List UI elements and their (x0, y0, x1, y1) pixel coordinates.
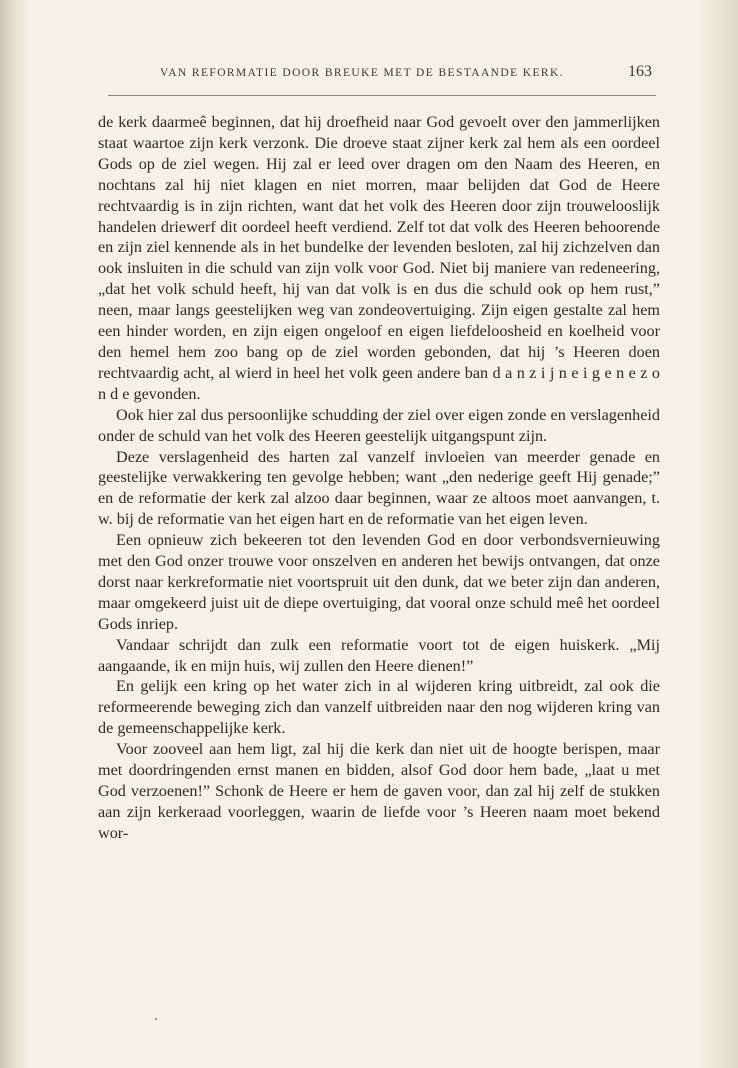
page-header (98, 58, 660, 98)
paragraph: Deze verslagenheid des harten zal vanzelf invloeien van meerder genade en geestelijke verwakkering ten gevolge hebben; want „den nederige geeft Hij genade;” en de reformatie der kerk zal alzoo daar beginnen, waar ze altoos moet aanvangen, t. w. bij de reformatie van het eigen hart en de reformatie van het eigen leven. (98, 447, 660, 529)
running-head: VAN REFORMATIE DOOR BREUKE MET DE BESTAANDE KERK. (160, 67, 564, 79)
page-gutter-shadow (0, 0, 30, 1068)
paragraph: Vandaar schrijdt dan zulk een reformatie voort tot de eigen huiskerk. „Mij aangaande, ik en mijn huis, wij zullen den Heere dienen!” (98, 635, 660, 675)
ink-speck (155, 1018, 157, 1020)
body-text (98, 112, 660, 844)
header-rule (108, 95, 656, 96)
page-number: 163 (628, 63, 652, 80)
paragraph: Een opnieuw zich bekeeren tot den levenden God en door verbondsvernieuwing met den God onzer trouwe voor onszelven en anderen het bewijs ontvangen, dat onze dorst naar kerkreformatie niet voortspruit uit den dunk, dat we beter zijn dan anderen, maar omgekeerd juist uit de diepe overtuiging, dat vooral onze schuld meê het oordeel Gods inriep. (98, 531, 660, 633)
page-edge-shadow (698, 0, 738, 1068)
paragraph: Ook hier zal dus persoonlijke schudding der ziel over eigen zonde en verslagenheid onder de schuld van het volk des Heeren geestelijk uitgangspunt zijn. (98, 405, 660, 445)
paragraph: En gelijk een kring op het water zich in al wijderen kring uitbreidt, zal ook die reformeerende beweging zich dan vanzelf uitbreiden naar den nog wijderen kring van de gemeenschappelijke kerk. (98, 677, 660, 738)
paragraph: de kerk daarmeê beginnen, dat hij droefheid naar God gevoelt over den jammerlijken staat waartoe zijn kerk verzonk. Die droeve staat zijner kerk zal hem als een oordeel Gods op de ziel wegen. Hij zal er leed over dragen om den Naam des Heeren, en nochtans zal hij niet klagen en niet morren, maar belijden dat God de Heere rechtvaardig is in zijn richten, want dat het volk des Heeren door zijn trouwelooslijk handelen driewerf dit oordeel heeft verdiend. Zelf tot dat volk des Heeren behoorende en zijn ziel kennende als in het bundelke der levenden besloten, zal hij zichzelven dan ook insluiten in die schuld van zijn volk voor God. Niet bij maniere van redeneering, „dat het volk schuld heeft, hij van dat volk is en dus die schuld ook op hem rust,” neen, maar langs geestelijken weg van zondeovertuiging. Zijn eigen gestalte zal hem een hinder worden, en zijn eigen ongeloof en eigen liefdeloosheid en koelheid voor den hemel hem zoo bang op de ziel worden gebonden, dat hij ’s Heeren doen rechtvaardig acht, al wierd in heel het volk geen andere ban d a n z i j n e i g e n e z o n d e gevonden. (98, 113, 660, 403)
paragraph: Voor zooveel aan hem ligt, zal hij die kerk dan niet uit de hoogte berispen, maar met doordringenden ernst manen en bidden, alsof God door hem bade, „laat u met God verzoenen!” Schonk de Heere er hem de gaven voor, dan zal hij zelf de stukken aan zijn kerkeraad voorleggen, waarin de liefde voor ’s Heeren naam moet bekend wor- (98, 740, 660, 842)
